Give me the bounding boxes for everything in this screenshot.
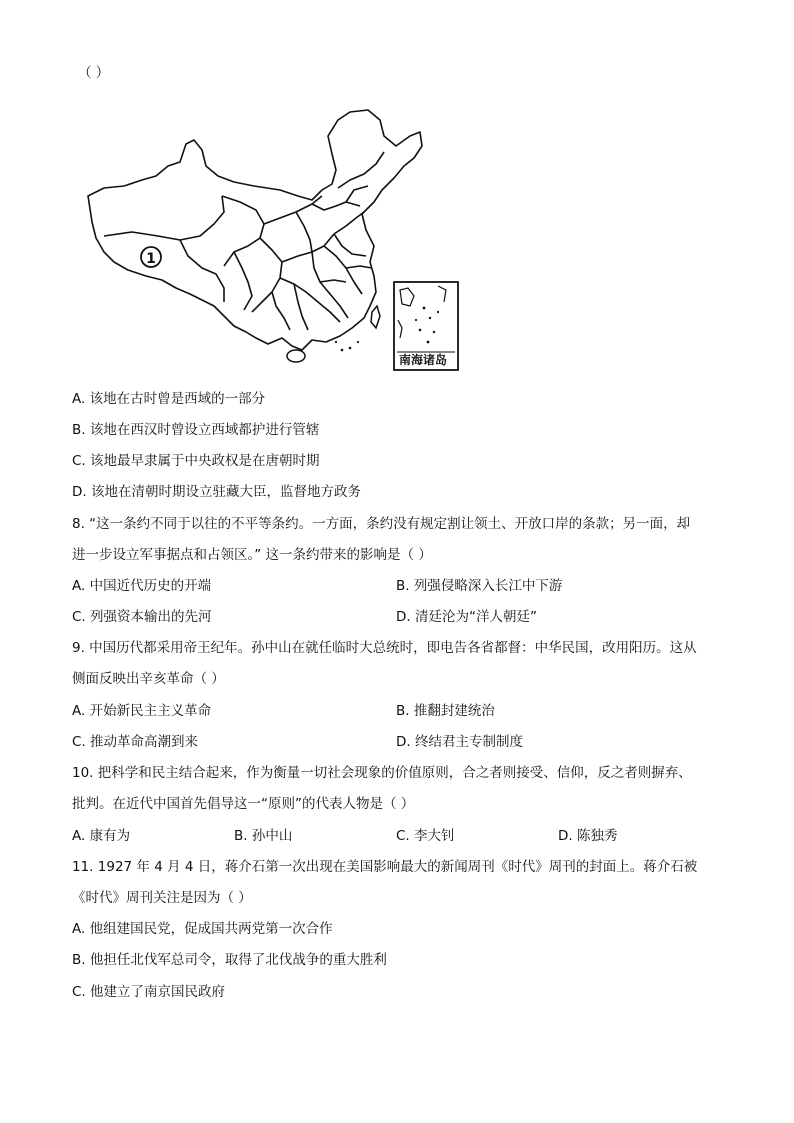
region-marker	[141, 247, 161, 267]
q11-stem-line2: 《时代》周刊关注是因为（ ）	[72, 890, 252, 906]
q11-option-a: A. 他组建国民党，促成国共两党第一次合作	[72, 921, 333, 937]
china-map	[84, 106, 464, 374]
q10-stem-line2: 批判。在近代中国首先倡导这一“原则”的代表人物是（ ）	[72, 796, 415, 812]
q7-option-a: A. 该地在古时曾是西域的一部分	[72, 391, 266, 407]
q7-option-c: C. 该地最早隶属于中央政权是在唐朝时期	[72, 453, 320, 469]
q9-option-c: C. 推动革命高潮到来	[72, 734, 199, 750]
q10-stem-line1: 10. 把科学和民主结合起来，作为衡量一切社会现象的价值原则，合之者则接受、信仰，反之者则摒弃、	[72, 765, 692, 781]
q10-option-d: D. 陈独秀	[558, 828, 618, 844]
q9-stem-line1: 9. 中国历代都采用帝王纪年。孙中山在就任临时大总统时，即电告各省都督：中华民国，改用阳历。这从	[72, 640, 697, 656]
q9-option-a: A. 开始新民主主义革命	[72, 703, 212, 719]
q8-option-d: D. 清廷沦为“洋人朝廷”	[396, 609, 537, 625]
q8-stem-line2: 进一步设立军事据点和占领区。” 这一条约带来的影响是（ ）	[72, 547, 432, 563]
q11-stem-line1: 11. 1927 年 4 月 4 日，蒋介石第一次出现在美国影响最大的新闻周刊《时代》周刊的封面上。蒋介石被	[72, 859, 698, 875]
q8-option-a: A. 中国近代历史的开端	[72, 578, 212, 594]
answer-parentheses: （ ）	[78, 65, 110, 81]
q10-option-b: B. 孙中山	[234, 828, 293, 844]
q10-option-c: C. 李大钊	[396, 828, 455, 844]
q11-option-b: B. 他担任北伐军总司令，取得了北伐战争的重大胜利	[72, 952, 387, 968]
svg-text:1: 1	[146, 251, 156, 267]
q7-option-b: B. 该地在西汉时曾设立西域都护进行管辖	[72, 422, 320, 438]
q8-stem-line1: 8. “这一条约不同于以往的不平等条约。一方面，条约没有规定割让领土、开放口岸的条款；另一面，却	[72, 516, 691, 532]
q10-option-a: A. 康有为	[72, 828, 131, 844]
q9-option-d: D. 终结君主专制制度	[396, 734, 523, 750]
q9-option-b: B. 推翻封建统治	[396, 703, 495, 719]
q7-option-d: D. 该地在清朝时期设立驻藏大臣，监督地方政务	[72, 484, 361, 500]
inset-label: 南海诸岛	[399, 353, 448, 367]
q8-option-c: C. 列强资本输出的先河	[72, 609, 212, 625]
q9-stem-line2: 侧面反映出辛亥革命（ ）	[72, 671, 225, 687]
q11-option-c: C. 他建立了南京国民政府	[72, 984, 226, 1000]
q8-option-b: B. 列强侵略深入长江中下游	[396, 578, 563, 594]
